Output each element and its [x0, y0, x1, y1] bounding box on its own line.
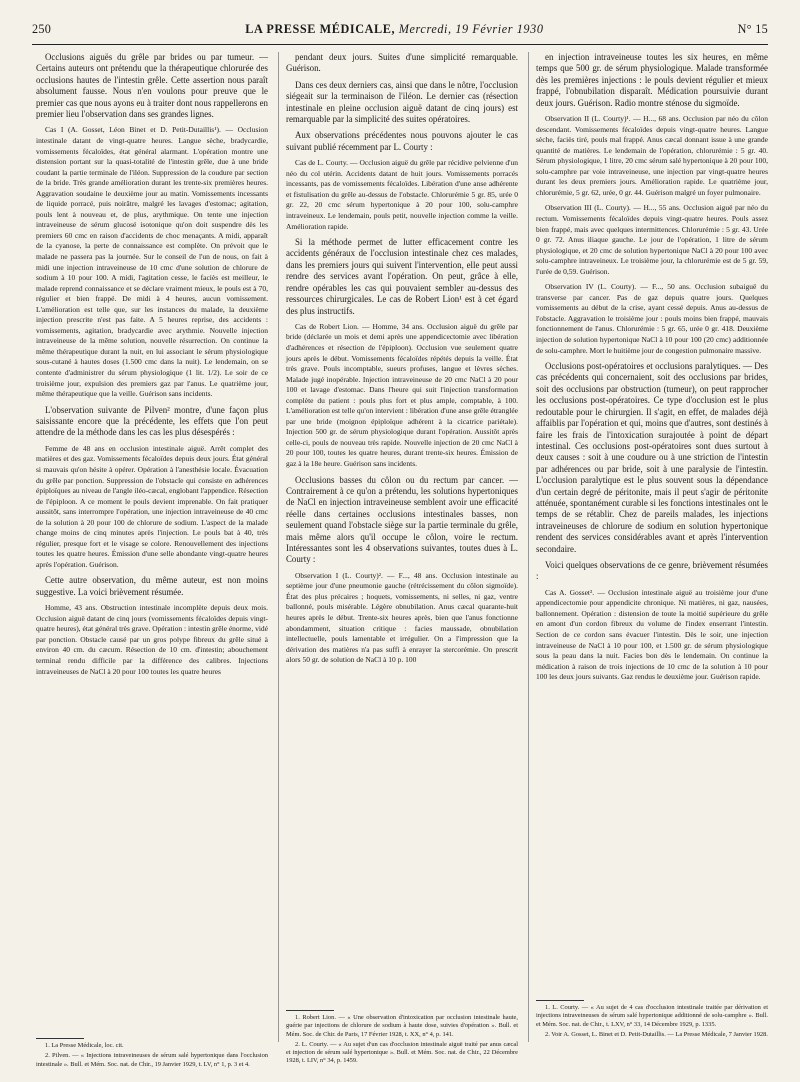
body-paragraph: Dans ces deux derniers cas, ainsi que dans le nôtre, l'occlusion siégeait sur la terminaison de l'iléon. Le dernier cas (résection intestinale en pleine occlusion aiguë datant de cinq jours) est remarquable par la simplicité des suites opératoires. [286, 79, 518, 125]
case-observation: Cas de Robert Lion. — Homme, 34 ans. Occlusion aiguë du grêle par bride (déclarée un mois et demi après une appendicectomie avec libération d'adhérences et résection de l'épiploon). Occlusion vue seulement quatre jours après le début. Vomissements fécaloïdes répétés depuis la veille. État très grave. Pouls incomptable, sueurs profuses, langue et lèvres sèches. Malade jugé inopérable. Injection intraveineuse de 20 cmc NaCl à 20 pour 100 et lavage d'estomac. Dans l'heure qui suit l'injection transformation complète du patient : pouls plus fort et plus ample, comptable, à 100. L'amélioration est telle qu'on intervient : libération d'une anse grêle étranglée par une bride (moignon épiploïque adhérent à la cicatrice pariétale). Injection 500 gr. de sérum physiologique durant l'opération. Aussitôt après celle-ci, pouls de nouveau très rapide. Nouvelle injection de 20 cmc NaCl à 20 pour 100, toutes les quatre heures, durant trente-six heures. Émission de gaz à la 18e heure. Guérison sans incidents. [286, 321, 518, 469]
column-divider [528, 52, 529, 1042]
column-2 [286, 52, 518, 671]
case-observation: Cas de L. Courty. — Occlusion aiguë du grêle par récidive pelvienne d'un néo du col utérin. Accidents datant de huit jours. Vomissements porracés incessants, pas de vomissements fécaloïdes. Libération d'une anse adhérente et fistulisation du grêle au-dessus de l'obstacle. Chlorurémie 5 gr. 85, urée 0 gr. 22, 20 cmc sérum hypertonique à 20 pour 100, solu-camphre intraveineux. Le lendemain, pouls petit, nouvelle injection comme la veille. Amélioration rapide. [286, 158, 518, 231]
footnotes-col3 [536, 1004, 768, 1041]
body-paragraph: Aux observations précédentes nous pouvons ajouter le cas suivant publié récemment par L. Courty : [286, 130, 518, 152]
case-observation: Observation II (L. Courty)¹. — H..., 68 ans. Occlusion par néo du côlon descendant. Vomissements fécaloïdes depuis vingt-quatre heures. Langue sèche, faciès tiré, pouls mal frappé. Anus cæcal donnant issue à une grande quantité de matières. Le lendemain de l'opération, chlorurémie : 5 gr. 40. Sérum physiologique, 1 litre, 20 cmc sérum salé hypertonique à 20 pour 100, solu-camphre par voie intraveineuse, une injection par vingt-quatre heures durant les deux premiers jours. Amélioration rapide. Le quatrième jour, chlorurémie, 5 gr. 62, urée, 0 gr. 44. Guérison malgré un foyer pulmonaire. [536, 114, 768, 197]
section-paragraph: Occlusions post-opératoires et occlusions paralytiques. — Des cas précédents qui concernaient, soit des occlusions par brides, soit des occlusions par obstruction (tumeur), on peut rapprocher les occlusions post-opératoires. Ce type d'occlusion est le plus redoutable pour le chirurgien. Il s'agit, en effet, de malades déjà affaiblis par l'opération et qui, moins que d'autres, sont destinés à faire les frais de l'intoxication surajoutée à point de départ intestinal. Ces occlusions post-opératoires sont dues surtout à deux causes : soit à une coudure ou à une striction de l'intestin par adhérences ou par bride, soit à une paralysie de l'intestin. L'occlusion paralytique est le plus souvent sous la dépendance d'un certain degré de péritonite, mais il peut s'agir de péritonite atténuée, spontanément curable si les fonctions intestinales ont le temps de se rétablir. Chez de pareils malades, les injections intraveineuses de chlorure de sodium en solution hypertonique rendent des services considérables avant et après l'intervention secondaire. [536, 361, 768, 554]
footnote: 1. Robert Lion. — « Une observation d'intoxication par occlusion intestinale haute, guérie par injections de chlorure de sodium à haute dose, suivies d'opération ». Bull. et Mém. Soc. de Chir. de Paris, 17 Février 1928, t. XX, n° 4, p. 141. [286, 1014, 518, 1038]
footnote-rule [286, 1010, 334, 1011]
case-observation: Observation IV (L. Courty). — F..., 50 ans. Occlusion subaiguë du transverse par cancer. Pas de gaz depuis quatre jours. Quelques vomissements au début de la crise, ayant cessé depuis. Anus au-dessus de l'obstacle. Aggravation le troisième jour : pouls moins bien frappé, mauvais fonctionnement de l'anus. Chlorurémie : 5 gr. 65, urée 0 gr. 418. Deuxième injection de solution hypertonique NaCl à 10 pour 100 (20 cmc) additionnée de solu-camphre. Mort le huitième jour de congestion pulmonaire massive. [536, 282, 768, 355]
footnotes-col2 [286, 1014, 518, 1068]
body-paragraph: Cette autre observation, du même auteur, est non moins suggestive. La voici brièvement résumée. [36, 575, 268, 597]
case-observation: Cas A. Gosset². — Occlusion intestinale aiguë au troisième jour d'une appendicectomie pour appendicite chronique. Ni matières, ni gaz, nausées, ballonnement. Opération : distension de toute la moitié supérieure du grêle en amont d'un cordon fibreux du volume de l'index enserrant l'intestin. Section de ce cordon sans évacuer l'intestin. Dès le soir, une injection intraveineuse de NaCl à 10 pour 100, et 1.500 gr. de sérum physiologique sous la peau dans la nuit. Facies bon dès le lendemain. On continue la médication à raison de trois injections de 10 cmc de la solution à 10 pour 100 les deux jours suivants. Gaz rendus le deuxième jour. Guérison rapide. [536, 587, 768, 682]
column-3 [536, 52, 768, 688]
case-observation: Cas I (A. Gosset, Léon Binet et D. Petit-Dutaillis¹). — Occlusion intestinale datant de vingt-quatre heures. Langue sèche, bradycardie, vomissements fécaloïdes, état général alarmant. L'opération montre une distension portant sur la quasi-totalité de l'intestin grêle, due à une bride coudant la partie terminale de l'iléon. Suppression de la coudure par section de la bride. Très grande amélioration durant les trente-six premières heures. Aggravation soudaine le deuxième jour au matin. Vomissements incessants de liquide porracé, puis noirâtre, malgré les lavages d'estomac; agitation, pouls lent à nouveau et, de plus, arythmique. On tente une injection intraveineuse de sérum glucosé isotonique qu'on doit suspendre dès les premiers 60 cmc en raison d'accidents de choc menaçants. A midi, apparaît de la cyanose, la perte de connaissance est complète. On prévoit que le malade ne passera pas la journée. Sur le conseil de l'un de nous, on fait à midi une injection intraveineuse de 10 cmc d'une solution de chlorure de sodium à 10 pour 100. A midi, l'agitation cesse, le faciès est meilleur, le malade reprend connaissance et se déclare vraiment mieux, le pouls est à 70, régulier et bien frappé. De midi à 4 heures, aucun vomissement. L'amélioration est telle que, sur les instances du malade, la deuxième injection prescrite n'est pas faite. A 5 heures reprise, des accidents : vomissements, agitation, bradycardie avec arythmie. Nouvelle injection intraveineuse de la même solution, nouvelle résurrection. On continue la même thérapeutique durant la nuit, en lui associant le sérum physiologique sous-cutané à hautes doses (1.500 cmc dans la nuit). Le lendemain, on se contente d'administrer du sérum physiologique (1 lit. 1/2). Le soir de ce troisième jour, expulsion des premiers gaz par l'anus. Le quatrième jour, même thérapeutique que la veille. Guérison sans incidents. [36, 125, 268, 399]
footnote: 1. La Presse Médicale, loc. cit. [45, 1042, 124, 1049]
body-paragraph: pendant deux jours. Suites d'une simplicité remarquable. Guérison. [286, 52, 518, 74]
journal-title: LA PRESSE MÉDICALE, Mercredi, 19 Février 1930 [245, 22, 544, 36]
case-observation: Femme de 48 ans en occlusion intestinale aiguë. Arrêt complet des matières et des gaz. Vomissements fécaloïdes depuis deux jours. État général si mauvais qu'on hésite à opérer. Opération à l'anesthésie locale. Évacuation du grêle par ponction. Suppression de l'obstacle qui consiste en adhérences épiploïques au niveau de l'angle iléo-cæcal, englobant l'appendice. Résection de l'épiploon. A ce moment le pouls devient imprenable. On fait pratiquer aussitôt, sans interrompre l'opération, une injection intraveineuse de 40 cmc de la solution à 20 pour 100 de chlorure de sodium. L'aspect de la malade change moins de cinq minutes après l'injection. Le pouls bat à 40, très régulier, presque fort et le visage se colore. Renouvellement des injections toutes les quatre heures. Émission d'une selle abondante vingt-quatre heures après l'opération. Guérison. [36, 443, 268, 569]
footnote: 1. L. Courty. — « Au sujet de 4 cas d'occlusion intestinale traitée par dérivation et injections intraveineuses de sérum salé hypertonique additionné de solu-camphre ». Bull. et Mém. Soc. nat. de Chir., t. LXV, n° 33, 14 Décembre 1929, p. 1335. [536, 1004, 768, 1028]
section-paragraph: Occlusions basses du côlon ou du rectum par cancer. — Contrairement à ce qu'on a prétendu, les solutions hypertoniques de NaCl en injection intraveineuse semblent avoir une efficacité réelle dans certaines occlusions intestinales basses, non seulement quand l'obstacle siège sur la partie terminale du grêle, mais même alors qu'il occupe le côlon, voire le rectum. Intéressantes sont les 4 observations suivantes, toutes dues à L. Courty : [286, 474, 518, 565]
body-paragraph: Voici quelques observations de ce genre, brièvement résumées : [536, 559, 768, 582]
issue-number: N° 15 [737, 22, 768, 36]
issue-date: Mercredi, 19 Février 1930 [398, 22, 544, 36]
footnote: 2. Voir A. Gosset, L. Binet et D. Petit-Dutaillis. — La Presse Médicale, 7 Janvier 1928. [545, 1030, 768, 1038]
body-paragraph: L'observation suivante de Pilven² montre, d'une façon plus saisissante encore que la précédente, les effets que l'on peut attendre de la méthode dans les cas les plus désespérés : [36, 404, 268, 438]
section-intro-paragraph: Occlusions aiguës du grêle par brides ou par tumeur. — Certains auteurs ont prétendu que la thérapeutique chlorurée des occlusions hautes de l'intestin grêle. Cette assertion nous paraît absolument fausse. Nous n'en voulons pour preuve que le premier cas que nous ayons eu à traiter dont nous rappellerons en premier lieu l'observation dans ses grandes lignes. [36, 52, 268, 120]
footnote: 2. L. Courty. — « Au sujet d'un cas d'occlusion intestinale aiguë traité par anus cæcal et injection de sérum salé hypertonique ». Bull. et Mém. Soc. nat. de Chir., 22 Décembre 1928, t. LIV, n° 34, p. 1459. [286, 1040, 518, 1065]
body-paragraph: Si la méthode permet de lutter efficacement contre les accidents généraux de l'occlusion intestinale chez ces malades, dans les premiers jours qui suivent l'intervention, elle peut aussi rendre des services avant l'opération. On peut, grâce à elle, rendre opérables les cas qui pouvaient sembler au-dessus des ressources chirurgicales. Le cas de Robert Lion¹ est à cet égard des plus instructifs. [286, 237, 518, 316]
footnote-rule [36, 1038, 84, 1039]
column-divider [278, 52, 279, 1042]
case-observation: Homme, 43 ans. Obstruction intestinale incomplète depuis deux mois. Occlusion aiguë datant de cinq jours (vomissements fécaloïdes depuis vingt-quatre heures), état général très grave. Opération : intestin grêle énorme, vidé par ponction. Obstacle causé par un gros polype fibreux du grêle situé à environ 40 cm. du cæcum. Résection de 10 cm. d'intestin; abouchement terminal rendu difficile par la différence des calibres. Injections intraveineuses de NaCl à 20 pour 100 toutes les quatre heures [36, 603, 268, 676]
journal-name: LA PRESSE MÉDICALE [245, 22, 392, 36]
footnote: 2. Pilven. — « Injections intraveineuses de sérum salé hypertonique dans l'occlusion intestinale ». Bull. et Mém. Soc. nat. de Chir., 19 Janvier 1929, t. LV, n° 1, p. 3 et 4. [36, 1052, 268, 1068]
page-header [32, 22, 768, 44]
footnote-rule [536, 1000, 584, 1001]
footnotes-col1 [36, 1042, 268, 1071]
column-1 [36, 52, 268, 682]
page-number: 250 [32, 22, 52, 36]
case-observation: Observation I (L. Courty)². — F..., 48 ans. Occlusion intestinale au septième jour d'une pneumonie gauche (rétrécissement du côlon sigmoïde). État des plus précaires ; hoquets, vomissements, ni selles, ni gaz, ventre ballonné, pouls misérable. Légère obnubilation. Anus cæcal quarante-huit heures après le début. Trente-six heures après, bien que l'anus fonctionne abondamment, situation critique : facies maussade, obnubilation intellectuelle, pouls lamentable et irrégulier. On a l'impression que la dérivation des matières n'a pas suffi à enrayer la stercorémie. On prescrit alors 50 gr. de solution de NaCl à 10 p. 100 [286, 570, 518, 665]
header-rule [32, 44, 768, 45]
body-paragraph: en injection intraveineuse toutes les six heures, en même temps que 500 gr. de sérum physiologique. Malade transformée dès les premières injections : le pouls devient régulier et mieux frappé, l'obnubilation disparaît. Médication poursuivie durant deux jours. Guérison. Radio montre sténose du sigmoïde. [536, 52, 768, 108]
case-observation: Observation III (L. Courty). — H..., 55 ans. Occlusion aiguë par néo du rectum. Vomissements fécaloïdes depuis vingt-quatre heures. Pouls assez bien frappé, mais avec quelques intermittences. Chlorurémie : 5 gr. 43. Urée 0 gr. 72. Anus iliaque gauche. Le jour de l'opération, 1 litre de sérum physiologique, et 20 cmc de solution hypertonique NaCl à 20 pour 100 avec solu-camphre intraveineux. Le troisième jour, la chlorurémie est de 5 gr. 59, l'urée de 0,59. Guérison. [536, 203, 768, 276]
